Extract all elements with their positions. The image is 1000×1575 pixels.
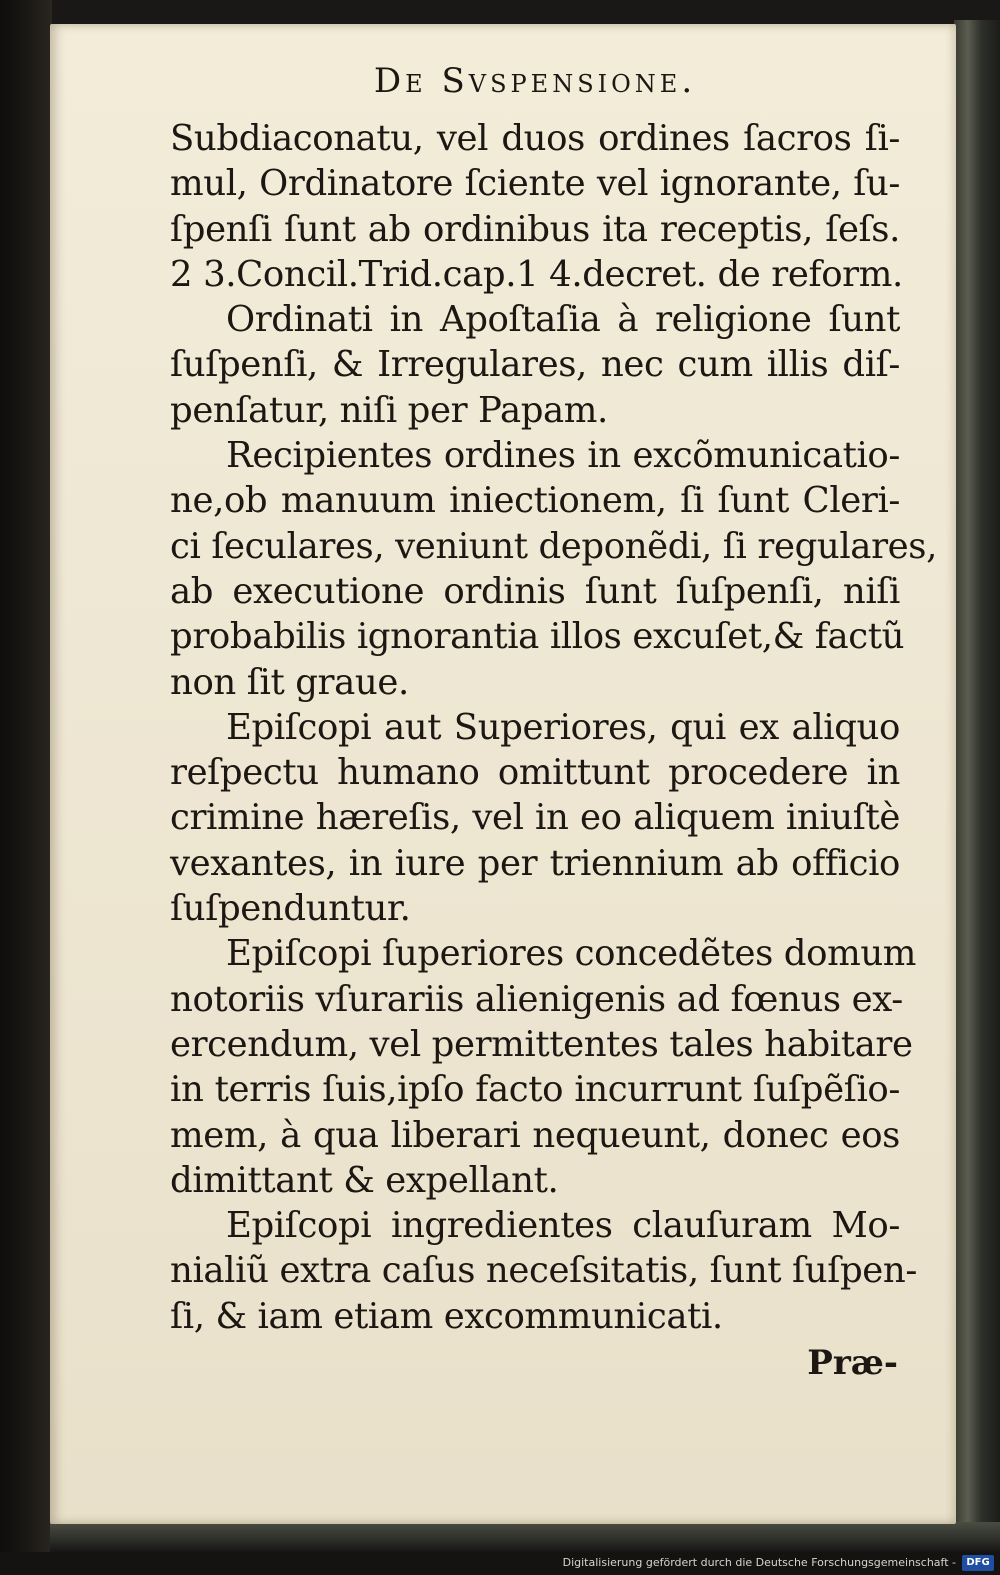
text-line: ne,ob manuum iniectionem, ſi ſunt Cleri- xyxy=(170,480,900,522)
text-line: vexantes, in iure per triennium ab officio xyxy=(170,842,900,884)
text-line: 2 3.Concil.Trid.cap.1 4.decret. de reform. xyxy=(170,253,903,295)
text-line: dimittant & expellant. xyxy=(170,1159,559,1201)
book-bottom-edge xyxy=(50,1522,1000,1552)
digitization-footer xyxy=(0,1552,1000,1575)
paragraph-first-line: Epiſcopi ingredientes clauſuram Mo- xyxy=(226,1205,900,1247)
text-line: non ſit graue. xyxy=(170,661,409,703)
text-line: probabilis ignorantia illos excuſet,& factũ xyxy=(170,616,905,658)
text-line: ſi, & iam etiam excommunicati. xyxy=(170,1295,723,1337)
text-line: crimine hæreſis, vel in eo aliquem iniuſtè xyxy=(170,797,900,839)
paragraph-first-line: Epiſcopi aut Superiores, qui ex aliquo xyxy=(226,706,900,748)
text-line: notoriis vſurariis alienigenis ad fœnus ex- xyxy=(170,978,903,1020)
text-line: ab executione ordinis ſunt ſuſpenſi, niſi xyxy=(170,570,900,612)
paragraph-first-line: Ordinati in Apoſtaſia à religione ſunt xyxy=(226,299,900,341)
catchword: Præ- xyxy=(807,1343,898,1384)
paragraph-first-line: Epiſcopi ſuperiores concedẽtes domum xyxy=(226,933,917,975)
text-line: mul, Ordinatore ſciente vel ignorante, ſu- xyxy=(170,163,900,205)
text-line: reſpectu humano omittunt procedere in xyxy=(170,752,900,794)
text-line: in terris ſuis,ipſo facto incurrunt ſuſpẽſio- xyxy=(170,1069,900,1111)
text-line: mem, à qua liberari nequeunt, donec eos xyxy=(170,1114,900,1156)
text-line: ſpenſi ſunt ab ordinibus ita receptis, ſeſs. xyxy=(170,208,900,250)
text-line: Subdiaconatu, vel duos ordines ſacros ſi- xyxy=(170,118,900,159)
text-line: nialiũ extra caſus neceſsitatis, ſunt ſuſpen- xyxy=(170,1250,917,1292)
text-line: ci ſeculares, veniunt deponẽdi, ſi regulares, xyxy=(170,525,937,567)
book-fore-edge xyxy=(954,20,1000,1535)
funding-credit: Digitalisierung gefördert durch die Deutsche Forschungsgemeinschaft - xyxy=(562,1556,956,1569)
text-line: penſatur, niſi per Papam. xyxy=(170,389,608,431)
dfg-logo: DFG xyxy=(962,1555,994,1571)
text-line: ercendum, vel permittentes tales habitare xyxy=(170,1023,913,1065)
page-text-block xyxy=(170,58,937,1387)
paragraph-first-line: Recipientes ordines in excõmunicatio- xyxy=(226,435,900,477)
text-line: ſuſpenduntur. xyxy=(170,888,411,930)
book-gutter-shadow xyxy=(0,0,52,1575)
running-head: De Svspensione. xyxy=(373,61,697,101)
text-line: ſuſpenſi, & Irregulares, nec cum illis diſ- xyxy=(170,344,900,386)
